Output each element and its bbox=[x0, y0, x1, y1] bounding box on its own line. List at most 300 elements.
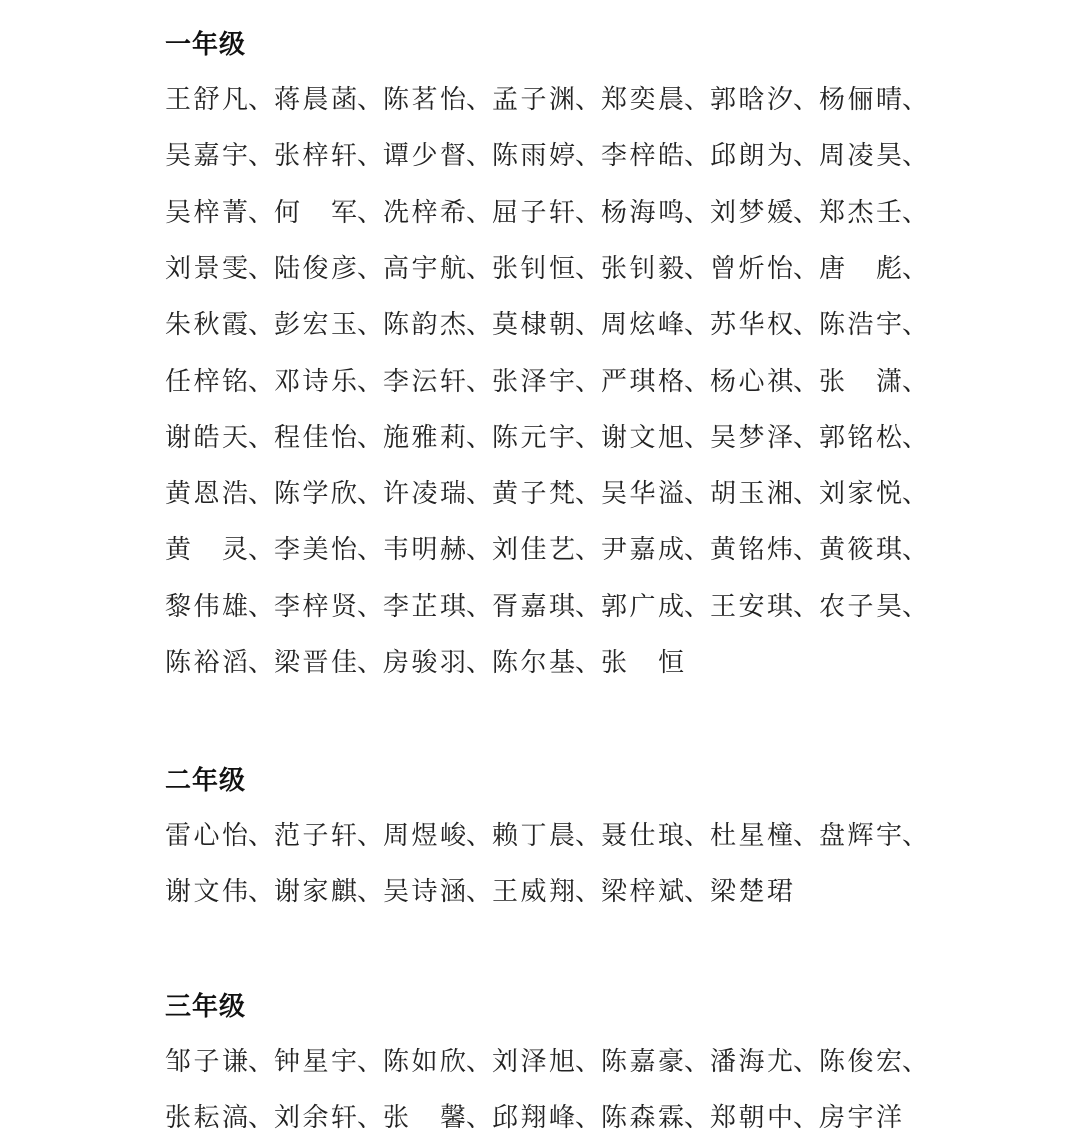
student-name: 陈森霖 bbox=[601, 1103, 684, 1134]
separator-mark: 、 bbox=[684, 85, 711, 115]
student-name: 李美怡 bbox=[274, 535, 357, 566]
student-entry bbox=[274, 80, 383, 120]
separator-mark: 、 bbox=[357, 85, 384, 115]
student-entry bbox=[492, 816, 601, 856]
separator-mark: 、 bbox=[793, 141, 820, 172]
student-entry bbox=[710, 1098, 819, 1138]
student-name: 陈学欣 bbox=[274, 479, 357, 510]
student-name: 王安琪 bbox=[710, 591, 793, 622]
student-name: 胥嘉琪 bbox=[492, 591, 575, 622]
separator-mark: 、 bbox=[902, 85, 929, 115]
student-entry bbox=[383, 587, 492, 627]
separator-mark: 、 bbox=[793, 85, 820, 115]
student-entry bbox=[710, 249, 819, 289]
name-row bbox=[165, 136, 929, 176]
separator-mark: 、 bbox=[248, 366, 275, 397]
student-name: 黄筱琪 bbox=[819, 535, 902, 566]
student-entry bbox=[492, 136, 601, 176]
student-name: 范子轩 bbox=[274, 821, 357, 851]
student-name: 屈子轩 bbox=[492, 197, 575, 228]
student-name: 郑奕晨 bbox=[601, 85, 684, 115]
student-entry bbox=[383, 1098, 492, 1138]
student-entry bbox=[710, 530, 819, 570]
student-entry bbox=[165, 1098, 274, 1138]
student-name: 房骏羽 bbox=[383, 648, 466, 678]
student-name: 谭少督 bbox=[383, 141, 466, 172]
student-name: 农子昊 bbox=[819, 591, 902, 622]
separator-mark: 、 bbox=[684, 591, 711, 622]
student-name: 张馨 bbox=[383, 1103, 466, 1134]
student-name: 严琪格 bbox=[601, 366, 684, 397]
student-name: 郑朝中 bbox=[710, 1103, 793, 1134]
student-name: 陆俊彦 bbox=[274, 253, 357, 284]
grade-2-heading: 二年级 bbox=[165, 766, 247, 796]
student-name: 程佳怡 bbox=[274, 422, 357, 453]
student-entry bbox=[710, 1042, 819, 1082]
student-entry bbox=[819, 1098, 928, 1138]
name-row bbox=[165, 418, 929, 458]
student-name: 梁梓斌 bbox=[601, 877, 684, 908]
student-entry bbox=[819, 249, 928, 289]
separator-mark: 、 bbox=[902, 821, 929, 851]
separator-mark: 、 bbox=[684, 821, 711, 851]
student-name: 陈尔基 bbox=[492, 648, 575, 678]
student-entry bbox=[819, 80, 928, 120]
separator-mark: 、 bbox=[466, 591, 493, 622]
separator-mark: 、 bbox=[684, 141, 711, 172]
student-entry bbox=[710, 193, 819, 233]
student-entry bbox=[601, 249, 710, 289]
student-name: 陈裕滔 bbox=[165, 648, 248, 678]
student-name: 陈嘉豪 bbox=[601, 1047, 684, 1077]
student-entry bbox=[165, 193, 274, 233]
student-entry bbox=[601, 1098, 710, 1138]
separator-mark: 、 bbox=[684, 1103, 711, 1134]
student-name: 王威翔 bbox=[492, 877, 575, 908]
separator-mark: 、 bbox=[575, 141, 602, 172]
student-name: 张耘滈 bbox=[165, 1103, 248, 1134]
student-name: 陈浩宇 bbox=[819, 310, 902, 341]
separator-mark: 、 bbox=[466, 141, 493, 172]
separator-mark: 、 bbox=[902, 141, 929, 172]
student-entry bbox=[492, 305, 601, 345]
separator-mark: 、 bbox=[684, 877, 711, 908]
student-entry bbox=[819, 816, 928, 856]
separator-mark: 、 bbox=[357, 366, 384, 397]
separator-mark: 、 bbox=[248, 310, 275, 341]
student-entry bbox=[383, 418, 492, 458]
separator-mark: 、 bbox=[248, 253, 275, 284]
student-entry bbox=[383, 530, 492, 570]
separator-mark: 、 bbox=[466, 85, 493, 115]
student-name: 刘泽旭 bbox=[492, 1047, 575, 1077]
student-entry bbox=[601, 872, 710, 912]
separator-mark: 、 bbox=[575, 366, 602, 397]
separator-mark: 、 bbox=[575, 85, 602, 115]
student-entry bbox=[492, 362, 601, 402]
separator-mark: 、 bbox=[902, 253, 929, 284]
student-entry bbox=[601, 362, 710, 402]
separator-mark: 、 bbox=[575, 591, 602, 622]
separator-mark: 、 bbox=[357, 422, 384, 453]
student-name: 胡玉湘 bbox=[710, 479, 793, 510]
separator-mark: 、 bbox=[902, 479, 929, 510]
name-row bbox=[165, 816, 929, 856]
separator-mark: 、 bbox=[248, 535, 275, 566]
separator-mark: 、 bbox=[575, 1047, 602, 1077]
student-entry bbox=[710, 80, 819, 120]
separator-mark: 、 bbox=[466, 422, 493, 453]
separator-mark: 、 bbox=[466, 479, 493, 510]
student-name: 杨俪晴 bbox=[819, 85, 902, 115]
student-entry bbox=[492, 587, 601, 627]
separator-mark: 、 bbox=[575, 479, 602, 510]
name-row bbox=[165, 587, 929, 627]
student-name: 吴诗涵 bbox=[383, 877, 466, 908]
separator-mark: 、 bbox=[575, 648, 602, 678]
student-entry bbox=[601, 193, 710, 233]
student-name: 雷心怡 bbox=[165, 821, 248, 851]
student-entry bbox=[383, 1042, 492, 1082]
student-entry bbox=[601, 643, 710, 683]
separator-mark: 、 bbox=[357, 821, 384, 851]
student-name: 杜星橦 bbox=[710, 821, 793, 851]
student-entry bbox=[383, 872, 492, 912]
separator-mark: 、 bbox=[684, 422, 711, 453]
name-row bbox=[165, 1042, 929, 1082]
student-name: 张钊恒 bbox=[492, 253, 575, 284]
student-name: 吴梦泽 bbox=[710, 422, 793, 453]
separator-mark: 、 bbox=[248, 821, 275, 851]
student-entry bbox=[819, 136, 928, 176]
student-name: 谢文伟 bbox=[165, 877, 248, 908]
separator-mark: 、 bbox=[902, 197, 929, 228]
student-name: 黄铭炜 bbox=[710, 535, 793, 566]
student-entry bbox=[601, 587, 710, 627]
student-name: 黄子梵 bbox=[492, 479, 575, 510]
separator-mark: 、 bbox=[793, 821, 820, 851]
student-entry bbox=[819, 587, 928, 627]
student-name: 杨海鸣 bbox=[601, 197, 684, 228]
student-name: 谢文旭 bbox=[601, 422, 684, 453]
student-entry bbox=[492, 474, 601, 514]
student-entry bbox=[165, 474, 274, 514]
student-entry bbox=[492, 1042, 601, 1082]
separator-mark: 、 bbox=[793, 422, 820, 453]
student-entry bbox=[492, 872, 601, 912]
student-name: 张梓轩 bbox=[274, 141, 357, 172]
separator-mark: 、 bbox=[466, 253, 493, 284]
student-name: 刘佳艺 bbox=[492, 535, 575, 566]
separator-mark: 、 bbox=[357, 1103, 384, 1134]
student-name: 梁晋佳 bbox=[274, 648, 357, 678]
student-entry bbox=[274, 305, 383, 345]
student-entry bbox=[601, 305, 710, 345]
student-entry bbox=[383, 249, 492, 289]
separator-mark: 、 bbox=[575, 310, 602, 341]
student-entry bbox=[274, 1042, 383, 1082]
student-entry bbox=[165, 249, 274, 289]
student-name: 谢家麒 bbox=[274, 877, 357, 908]
student-name: 潘海尤 bbox=[710, 1047, 793, 1077]
separator-mark: 、 bbox=[793, 310, 820, 341]
separator-mark: 、 bbox=[466, 366, 493, 397]
student-entry bbox=[710, 305, 819, 345]
student-name: 陈俊宏 bbox=[819, 1047, 902, 1077]
separator-mark: 、 bbox=[575, 1103, 602, 1134]
student-name: 韦明赫 bbox=[383, 535, 466, 566]
student-name: 许凌瑞 bbox=[383, 479, 466, 510]
student-name: 彭宏玉 bbox=[274, 310, 357, 341]
student-name: 赖丁晨 bbox=[492, 821, 575, 851]
student-entry bbox=[601, 816, 710, 856]
student-entry bbox=[274, 136, 383, 176]
student-entry bbox=[274, 530, 383, 570]
student-name: 刘余轩 bbox=[274, 1103, 357, 1134]
student-name: 唐彪 bbox=[819, 253, 902, 284]
student-entry bbox=[274, 643, 383, 683]
separator-mark: 、 bbox=[902, 591, 929, 622]
student-entry bbox=[819, 418, 928, 458]
student-entry bbox=[492, 643, 601, 683]
separator-mark: 、 bbox=[248, 877, 275, 908]
separator-mark: 、 bbox=[684, 479, 711, 510]
name-row bbox=[165, 193, 929, 233]
separator-mark: 、 bbox=[248, 591, 275, 622]
separator-mark: 、 bbox=[248, 1047, 275, 1077]
student-entry bbox=[165, 418, 274, 458]
separator-mark: 、 bbox=[684, 535, 711, 566]
student-entry bbox=[492, 530, 601, 570]
student-entry bbox=[274, 816, 383, 856]
separator-mark: 、 bbox=[902, 366, 929, 397]
student-entry bbox=[710, 136, 819, 176]
separator-mark: 、 bbox=[684, 310, 711, 341]
student-entry bbox=[383, 816, 492, 856]
student-name: 李梓皓 bbox=[601, 141, 684, 172]
separator-mark: 、 bbox=[466, 821, 493, 851]
student-entry bbox=[710, 872, 819, 912]
separator-mark: 、 bbox=[248, 422, 275, 453]
separator-mark: 、 bbox=[793, 479, 820, 510]
separator-mark: 、 bbox=[248, 85, 275, 115]
name-row bbox=[165, 80, 929, 120]
student-entry bbox=[274, 193, 383, 233]
student-entry bbox=[274, 249, 383, 289]
student-entry bbox=[165, 816, 274, 856]
name-row bbox=[165, 1098, 925, 1138]
student-name: 王舒凡 bbox=[165, 85, 248, 115]
student-name: 刘梦媛 bbox=[710, 197, 793, 228]
student-entry bbox=[601, 418, 710, 458]
student-entry bbox=[383, 193, 492, 233]
separator-mark: 、 bbox=[684, 253, 711, 284]
student-entry bbox=[383, 362, 492, 402]
separator-mark: 、 bbox=[466, 648, 493, 678]
student-name: 陈元宇 bbox=[492, 422, 575, 453]
separator-mark: 、 bbox=[357, 141, 384, 172]
separator-mark: 、 bbox=[357, 197, 384, 228]
separator-mark: 、 bbox=[466, 197, 493, 228]
student-name: 李沄轩 bbox=[383, 366, 466, 397]
student-name: 钟星宇 bbox=[274, 1047, 357, 1077]
separator-mark: 、 bbox=[575, 535, 602, 566]
student-name: 黄灵 bbox=[165, 535, 248, 566]
student-name: 郭晗汐 bbox=[710, 85, 793, 115]
student-name: 冼梓希 bbox=[383, 197, 466, 228]
student-name: 郭广成 bbox=[601, 591, 684, 622]
student-entry bbox=[492, 418, 601, 458]
student-name: 盘辉宇 bbox=[819, 821, 902, 851]
student-name: 张泽宇 bbox=[492, 366, 575, 397]
student-name: 刘家悦 bbox=[819, 479, 902, 510]
student-entry bbox=[274, 587, 383, 627]
separator-mark: 、 bbox=[248, 197, 275, 228]
name-row bbox=[165, 872, 925, 912]
student-name: 房宇洋 bbox=[819, 1103, 902, 1134]
name-row bbox=[165, 530, 929, 570]
student-name: 莫棣朝 bbox=[492, 310, 575, 341]
student-name: 邓诗乐 bbox=[274, 366, 357, 397]
student-entry bbox=[819, 193, 928, 233]
student-name: 高宇航 bbox=[383, 253, 466, 284]
name-row bbox=[165, 305, 929, 345]
student-name: 陈韵杰 bbox=[383, 310, 466, 341]
student-entry bbox=[819, 362, 928, 402]
student-name: 邱朗为 bbox=[710, 141, 793, 172]
student-entry bbox=[601, 1042, 710, 1082]
student-entry bbox=[819, 474, 928, 514]
student-name: 尹嘉成 bbox=[601, 535, 684, 566]
name-row bbox=[165, 474, 929, 514]
name-row bbox=[165, 643, 925, 683]
student-name: 张钊毅 bbox=[601, 253, 684, 284]
student-entry bbox=[274, 474, 383, 514]
separator-mark: 、 bbox=[793, 535, 820, 566]
student-entry bbox=[383, 136, 492, 176]
separator-mark: 、 bbox=[357, 648, 384, 678]
student-entry bbox=[274, 362, 383, 402]
student-entry bbox=[165, 587, 274, 627]
separator-mark: 、 bbox=[902, 1047, 929, 1077]
student-entry bbox=[165, 872, 274, 912]
separator-mark: 、 bbox=[902, 535, 929, 566]
student-entry bbox=[492, 193, 601, 233]
student-name: 吴嘉宇 bbox=[165, 141, 248, 172]
student-entry bbox=[601, 80, 710, 120]
student-name: 陈茗怡 bbox=[383, 85, 466, 115]
student-entry bbox=[165, 80, 274, 120]
student-entry bbox=[165, 1042, 274, 1082]
separator-mark: 、 bbox=[357, 253, 384, 284]
student-entry bbox=[274, 1098, 383, 1138]
student-name: 黎伟雄 bbox=[165, 591, 248, 622]
separator-mark: 、 bbox=[793, 1047, 820, 1077]
student-entry bbox=[165, 136, 274, 176]
student-entry bbox=[274, 418, 383, 458]
student-entry bbox=[819, 530, 928, 570]
grade-3-heading: 三年级 bbox=[165, 992, 247, 1022]
student-entry bbox=[383, 474, 492, 514]
separator-mark: 、 bbox=[793, 253, 820, 284]
student-name: 郭铭松 bbox=[819, 422, 902, 453]
separator-mark: 、 bbox=[793, 197, 820, 228]
name-row bbox=[165, 362, 929, 402]
student-name: 吴梓菁 bbox=[165, 197, 248, 228]
separator-mark: 、 bbox=[684, 366, 711, 397]
separator-mark: 、 bbox=[575, 253, 602, 284]
student-entry bbox=[601, 474, 710, 514]
student-name: 孟子渊 bbox=[492, 85, 575, 115]
separator-mark: 、 bbox=[575, 197, 602, 228]
separator-mark: 、 bbox=[902, 422, 929, 453]
student-entry bbox=[601, 136, 710, 176]
separator-mark: 、 bbox=[357, 877, 384, 908]
student-name: 吴华溢 bbox=[601, 479, 684, 510]
separator-mark: 、 bbox=[357, 1047, 384, 1077]
separator-mark: 、 bbox=[248, 648, 275, 678]
separator-mark: 、 bbox=[357, 310, 384, 341]
student-entry bbox=[165, 305, 274, 345]
separator-mark: 、 bbox=[793, 1103, 820, 1134]
student-entry bbox=[819, 1042, 928, 1082]
student-entry bbox=[383, 80, 492, 120]
separator-mark: 、 bbox=[902, 310, 929, 341]
student-name: 蒋晨菡 bbox=[274, 85, 357, 115]
student-name: 施雅莉 bbox=[383, 422, 466, 453]
student-entry bbox=[710, 587, 819, 627]
student-name: 谢皓天 bbox=[165, 422, 248, 453]
separator-mark: 、 bbox=[248, 479, 275, 510]
separator-mark: 、 bbox=[466, 1103, 493, 1134]
student-entry bbox=[165, 362, 274, 402]
student-entry bbox=[492, 80, 601, 120]
student-entry bbox=[601, 530, 710, 570]
student-name: 朱秋霞 bbox=[165, 310, 248, 341]
separator-mark: 、 bbox=[793, 591, 820, 622]
student-name: 曾炘怡 bbox=[710, 253, 793, 284]
student-name: 梁楚珺 bbox=[710, 877, 793, 908]
student-entry bbox=[710, 816, 819, 856]
student-name: 周凌昊 bbox=[819, 141, 902, 172]
student-name: 李芷琪 bbox=[383, 591, 466, 622]
student-name: 何军 bbox=[274, 197, 357, 228]
separator-mark: 、 bbox=[575, 877, 602, 908]
student-entry bbox=[819, 305, 928, 345]
student-name: 邹子谦 bbox=[165, 1047, 248, 1077]
separator-mark: 、 bbox=[466, 877, 493, 908]
separator-mark: 、 bbox=[575, 422, 602, 453]
student-entry bbox=[492, 249, 601, 289]
separator-mark: 、 bbox=[357, 591, 384, 622]
student-name: 周煜峻 bbox=[383, 821, 466, 851]
separator-mark: 、 bbox=[684, 197, 711, 228]
student-name: 刘景雯 bbox=[165, 253, 248, 284]
student-name: 李梓贤 bbox=[274, 591, 357, 622]
student-name: 杨心祺 bbox=[710, 366, 793, 397]
student-name: 张潇 bbox=[819, 366, 902, 397]
separator-mark: 、 bbox=[684, 1047, 711, 1077]
separator-mark: 、 bbox=[575, 821, 602, 851]
grade-1-heading: 一年级 bbox=[165, 30, 247, 60]
separator-mark: 、 bbox=[248, 141, 275, 172]
student-entry bbox=[165, 643, 274, 683]
student-entry bbox=[274, 872, 383, 912]
separator-mark: 、 bbox=[357, 479, 384, 510]
student-entry bbox=[710, 474, 819, 514]
student-name: 任梓铭 bbox=[165, 366, 248, 397]
separator-mark: 、 bbox=[357, 535, 384, 566]
